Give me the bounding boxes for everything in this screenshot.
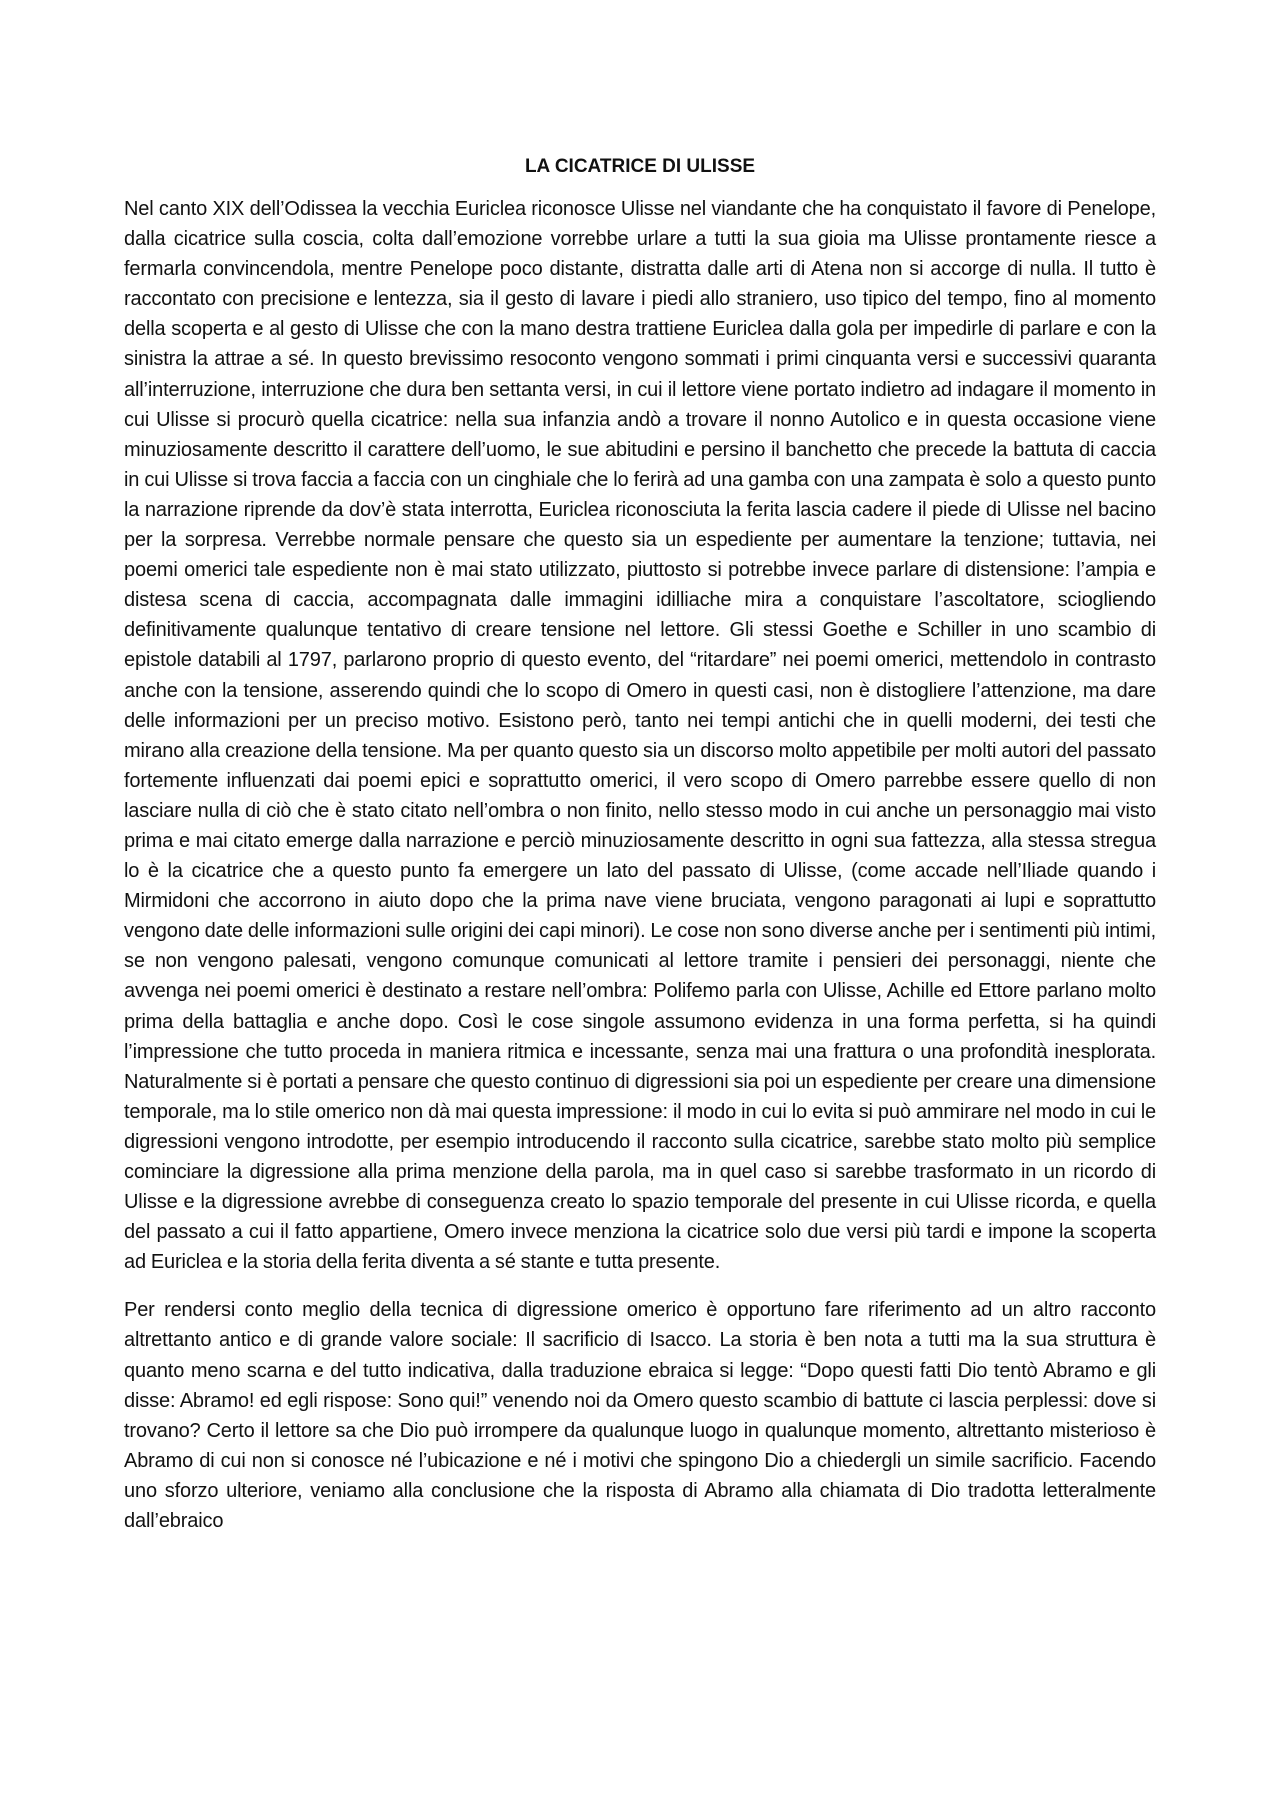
paragraph-2: Per rendersi conto meglio della tecnica di digressione omerico è opportuno fare riferimento ad un altro racconto altrettanto antico e di grande valore sociale: Il sacrificio di Isacco. La storia è ben nota a tutti ma la sua struttura è quanto meno scarna e del tutto indicativa, dalla traduzione ebraica si legge: “Dopo questi fatti Dio tentò Abramo e gli disse: Abramo! ed egli rispose: Sono qui!” venendo noi da Omero questo scambio di battute ci lascia perplessi: dove si trovano? Certo il lettore sa che Dio può irrompere da qualunque luogo in qualunque momento, altrettanto misterioso è Abramo di cui non si conosce né l’ubicazione e né i motivi che spingono Dio a chiedergli un simile sacrificio. Facendo uno sforzo ulteriore, veniamo alla conclusione che la risposta di Abramo alla chiamata di Dio tradotta letteralmente dall’ebraico xyxy=(124,1299,1156,1533)
paragraph-1: Nel canto XIX dell’Odissea la vecchia Euriclea riconosce Ulisse nel viandante che ha conquistato il favore di Penelope, dalla cicatrice sulla coscia, colta dall’emozione vorrebbe urlare a tutti la sua gioia ma Ulisse prontamente riesce a fermarla convincendola, mentre Penelope poco distante, distratta dalle arti di Atena non si accorge di nulla. Il tutto è raccontato con precisione e lentezza, sia il gesto di lavare i piedi allo straniero, uso tipico del tempo, fino al momento della scoperta e al gesto di Ulisse che con la mano destra trattiene Euriclea dalla gola per impedirle di parlare e con la sinistra la attrae a sé. In questo brevissimo resoconto vengono sommati i primi cinquanta versi e successivi quaranta all’interruzione, interruzione che dura ben settanta versi, in cui il lettore viene portato indietro ad indagare il momento in cui Ulisse si procurò quella cicatrice: nella sua infanzia andò a trovare il nonno Autolico e in questa occasione viene minuziosamente descritto il carattere dell’uomo, le sue abitudini e persino il banchetto che precede la battuta di caccia in cui Ulisse si trova faccia a faccia con un cinghiale che lo ferirà ad una gamba con una zampata è solo a questo punto la narrazione riprende da dov’è stata interrotta, Euriclea riconosciuta la ferita lascia cadere il piede di Ulisse nel bacino per la sorpresa. Verrebbe normale pensare che questo sia un espediente per aumentare la tenzione; tuttavia, nei poemi omerici tale espediente non è mai stato utilizzato, piuttosto si potrebbe invece parlare di distensione: l’ampia e distesa scena di caccia, accompagnata dalle immagini idilliache mira a conquistare l’ascoltatore, sciogliendo definitivamente qualunque tentativo di creare tensione nel lettore. Gli stessi Goethe e Schiller in uno scambio di epistole databili al 1797, parlarono proprio di questo evento, del “ritardare” nei poemi omerici, mettendolo in contrasto anche con la tensione, asserendo quindi che lo scopo di Omero in questi casi, non è distogliere l’attenzione, ma dare delle informazioni per un preciso motivo. Esistono però, tanto nei tempi antichi che in quelli moderni, dei testi che mirano alla creazione della tensione. Ma per quanto questo sia un discorso molto appetibile per molti autori del passato fortemente influenzati dai poemi epici e soprattutto omerici, il vero scopo di Omero parrebbe essere quello di non lasciare nulla di ciò che è stato citato nell’ombra o non finito, nello stesso modo in cui anche un personaggio mai visto prima e mai citato emerge dalla narrazione e perciò minuziosamente descritto in ogni sua fattezza, alla stessa stregua lo è la cicatrice che a questo punto fa emergere un lato del passato di Ulisse, (come accade nell’Iliade quando i Mirmidoni che accorrono in aiuto dopo che la prima nave viene bruciata, vengono paragonati ai lupi e soprattutto vengono date delle informazioni sulle origini dei capi minori). Le cose non sono diverse anche per i sentimenti più intimi, se non vengono palesati, vengono comunque comunicati al lettore tramite i pensieri dei personaggi, niente che avvenga nei poemi omerici è destinato a restare nell’ombra: Polifemo parla con Ulisse, Achille ed Ettore parlano molto prima della battaglia e anche dopo. Così le cose singole assumono evidenza in una forma perfetta, si ha quindi l’impressione che tutto proceda in maniera ritmica e incessante, senza mai una frattura o una profondità inesplorata. Naturalmente si è portati a pensare che questo continuo di digressioni sia poi un espediente per creare una dimensione temporale, ma lo stile omerico non dà mai questa impressione: il modo in cui lo evita si può ammirare nel modo in cui le digressioni vengono introdotte, per esempio introducendo il racconto sulla cicatrice, sarebbe stato molto più semplice cominciare la digressione alla prima menzione della parola, ma in quel caso si sarebbe trasformato in un ricordo di Ulisse e la digressione avrebbe di conseguenza creato lo spazio temporale del presente in cui Ulisse ricorda, e quella del passato a cui il fatto appartiene, Omero invece menziona la cicatrice solo due versi più tardi e impone la scoperta ad Euriclea e la storia della ferita diventa a sé stante e tutta presente. xyxy=(124,198,1156,1274)
document-title: LA CICATRICE DI ULISSE xyxy=(524,156,756,177)
document-body xyxy=(124,152,1156,1536)
